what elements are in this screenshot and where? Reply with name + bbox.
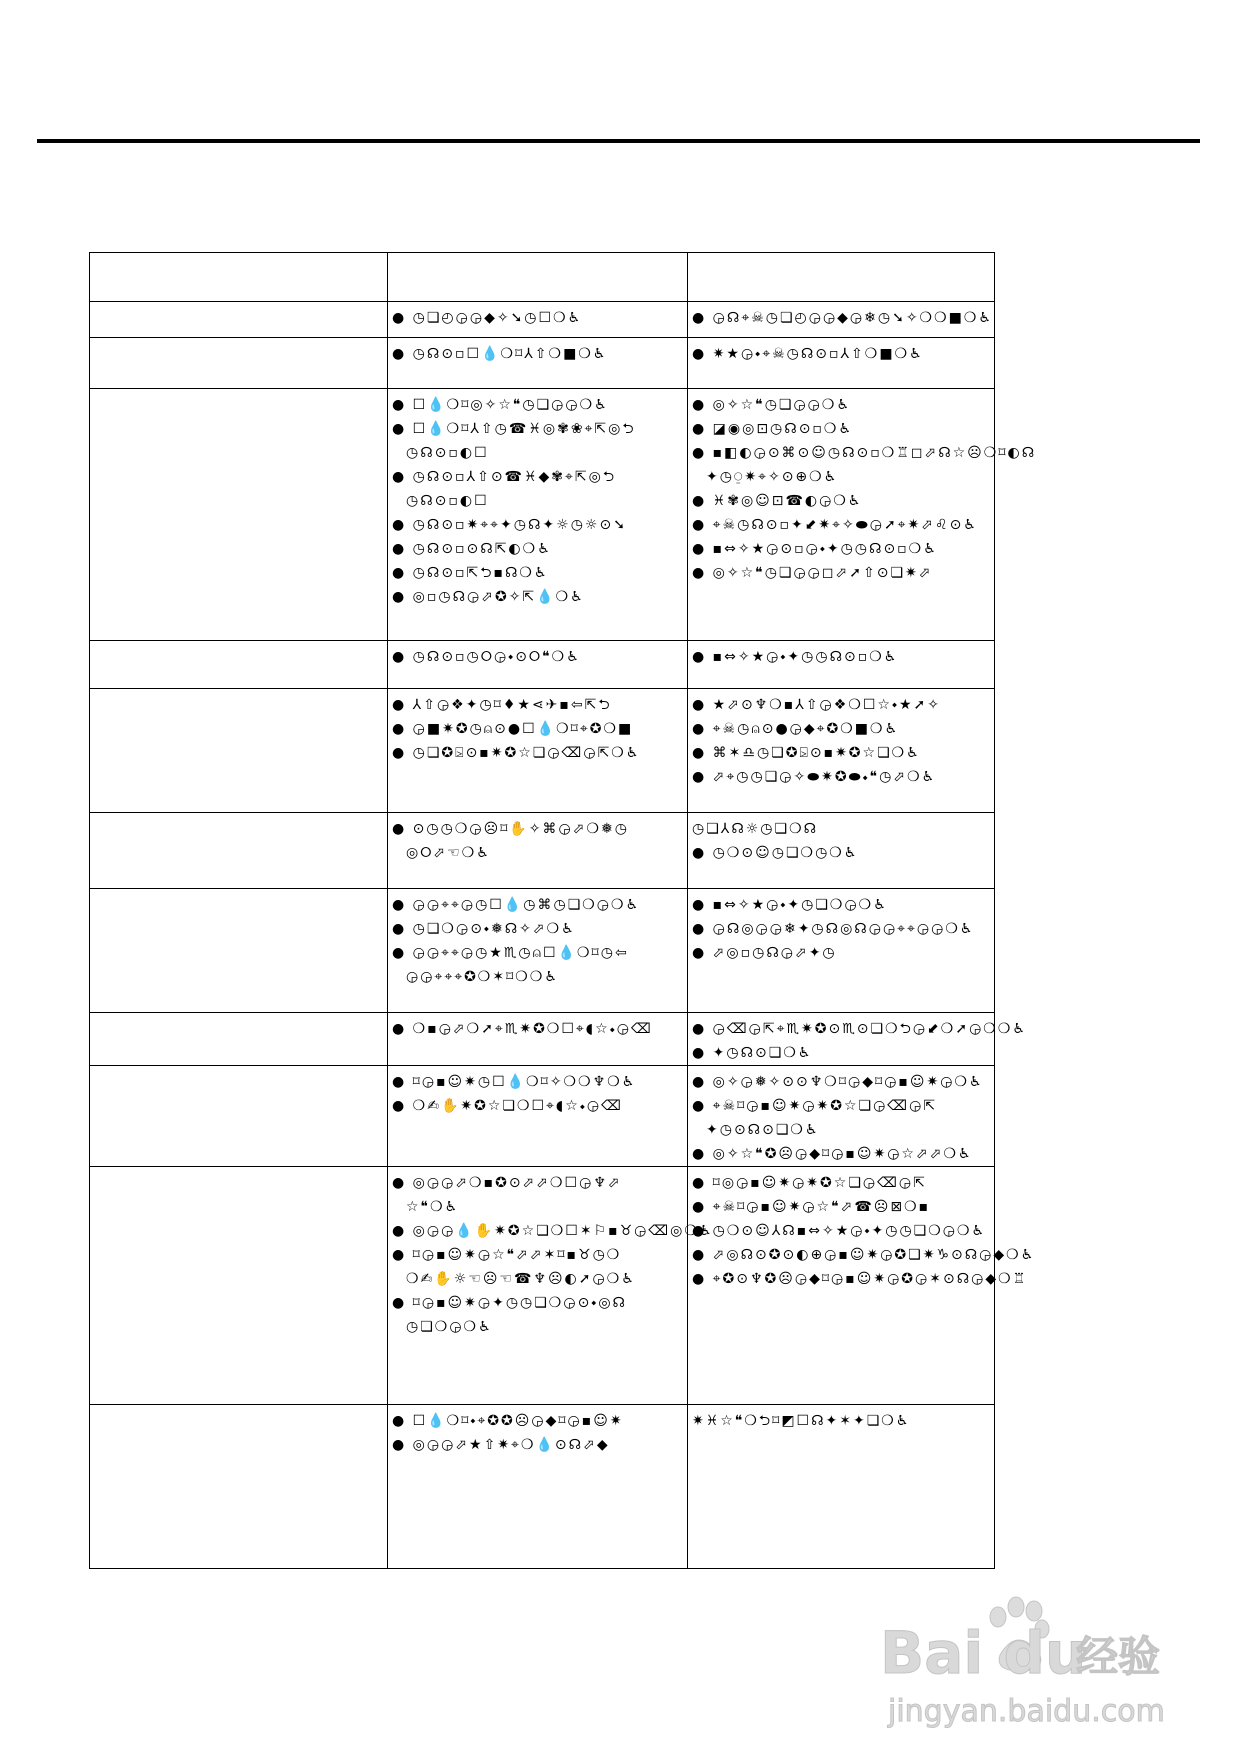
symbol-line: ● ◎✧☆❝◷❏◶◶❍♿ [692, 397, 851, 413]
table-cell [90, 389, 388, 641]
cell-content [688, 889, 994, 965]
table-row [90, 389, 995, 641]
cell-content [688, 813, 994, 865]
table-cell [688, 1066, 995, 1167]
table-row [90, 641, 995, 689]
table-row [90, 253, 995, 302]
symbol-line: ● ⌖☠⌑◶▪☺✷◶✷✪☆❏◶⌫◶⇱ [692, 1098, 938, 1114]
symbol-line: ● ◷☊⊙▫⊙☊⇱◐❍♿ [392, 541, 552, 557]
symbol-line: ● ⅄⇧◶❖✦◷⌑♦★⋖✈▪⇦⇱⮌ [392, 697, 612, 713]
table-row [90, 1013, 995, 1066]
symbol-line: ❍✍✋☼☜☹☜☎♆☹◐➚◶❍♿ [406, 1271, 636, 1287]
table-cell [388, 889, 688, 1013]
table-row [90, 1167, 995, 1405]
table-row [90, 689, 995, 813]
symbol-line: ● ⬀◎☊⊙✪⊙◐⊕◶▪☺✷◶✪❏✷♑⊙☊◶◆❍♿ [692, 1247, 1036, 1263]
symbol-line: ● ▪⇔✧★◶⊙▫◶⬩✦◷◷☊⊙▫❍♿ [692, 541, 938, 557]
symbol-line: ● ◷☊⊙▫◷⭘◶⬩⊙⭘❝❍♿ [392, 649, 581, 665]
table-cell [388, 302, 688, 338]
cell-content [388, 253, 687, 257]
table-row [90, 338, 995, 389]
table-cell [688, 813, 995, 889]
symbol-line: ● ✦◷☊⊙❏❍♿ [692, 1045, 813, 1061]
symbol-line: ● ◎◶◶⬀★⇧✷⌖❍💧⊙☊⬀◆ [392, 1437, 610, 1453]
symbol-line: ☆❝❍♿ [406, 1199, 460, 1215]
symbol-line: ● ◷☊⊙▫☐💧❍⌑⅄⇧❍■❍♿ [392, 346, 608, 362]
cell-content [388, 689, 687, 765]
table-cell [688, 302, 995, 338]
table-cell [90, 1013, 388, 1066]
symbol-line: ● ◷☊⊙▫⅄⇧⊙☎♓◆✾⌖⇱◎⮌ [392, 469, 617, 485]
table-cell [688, 641, 995, 689]
cell-content [90, 689, 387, 693]
table-cell [388, 641, 688, 689]
cell-content [388, 1013, 687, 1041]
cell-content [90, 813, 387, 817]
cell-content [90, 389, 387, 393]
watermark-cn: 经验 [1076, 1632, 1161, 1681]
symbol-line: ● ◪◉◎⊡◷☊⊙▫❍♿ [692, 421, 854, 437]
symbol-line: ● ◶☊⌖☠◷❏◴◶◶◆◶❄◷➘✧❍❍■❍♿ [692, 310, 993, 326]
symbol-line: ● ▪◧◐◶⊙⌘⊙☺◷☊⊙▫❍♖◻⬀☊☆☹❍⌑◐☊ [692, 445, 1037, 461]
table-row [90, 889, 995, 1013]
table-cell [90, 813, 388, 889]
table-cell [90, 1167, 388, 1405]
symbol-line: ✦◷⍜✷⌖✧⊙⊕❍♿ [706, 469, 839, 485]
symbol-line: ● ⌑◶▪☺✷◶☆❝⬀⬀✶⌑▪♉◷❍ [392, 1247, 622, 1263]
table-cell [388, 813, 688, 889]
cell-content [90, 889, 387, 893]
cell-content [90, 253, 387, 257]
table-cell [688, 1013, 1027, 1066]
symbol-line: ● ⌑◶▪☺✷◷☐💧❍⌑✧❍❍♆❍♿ [392, 1074, 637, 1090]
table-cell [688, 253, 995, 302]
table-cell [90, 253, 388, 302]
table-cell [90, 689, 388, 813]
symbol-line: ● ⌖☠◷⍝⊙●◶◆⌖✪❍■❍♿ [692, 721, 900, 737]
symbol-line: ● ◷❏◴◶◶◆✧➘◷☐❍♿ [392, 310, 583, 326]
symbol-line: ● ⌖☠⌑◶▪☺✷◶☆❝⬀☎☹⊠❍▪ [692, 1199, 931, 1215]
symbol-line: ● ⌘✶♎◷❏✪⍄⊙▪✷✪☆❏❍♿ [692, 745, 921, 761]
cell-content [90, 338, 387, 342]
symbol-line: ◎⭘⬀☜❍♿ [406, 845, 491, 861]
table-cell [388, 253, 688, 302]
table-cell [688, 338, 995, 389]
watermark-url: jingyan.baidu.com [888, 1694, 1165, 1729]
table-cell [688, 1405, 995, 1569]
cell-content [688, 302, 994, 330]
cell-content [388, 889, 687, 989]
table-cell [388, 1405, 688, 1569]
cell-content [688, 1167, 1036, 1291]
table-row [90, 1405, 995, 1569]
symbol-line: ● ◷❍⊙☺◷❏❍◷❍♿ [692, 845, 859, 861]
table-cell [688, 689, 995, 813]
symbol-line: ● ◶☊◎◶◶❄✦◷☊◎☊◶◶⌖⌖◶◶❍♿ [692, 921, 975, 937]
table-cell [90, 338, 388, 389]
symbol-line: ● ◷❍⊙☺⅄☊▪⇔✧★◶⬩✦◷◷❏❍◶❍♿ [692, 1223, 987, 1239]
symbol-line: ● ▪⇔✧★◶⬩✦◷◷☊⊙▫❍♿ [692, 649, 899, 665]
symbol-line: ● ◎▫◷☊◶⬀✪✧⇱💧❍♿ [392, 589, 585, 605]
symbol-line: ● ❍✍✋✷✪☆❏❍☐⌖◖☆⬩◶⌫ [392, 1098, 623, 1114]
table-cell [388, 338, 688, 389]
document-table [89, 252, 1037, 1569]
table-row [90, 1066, 995, 1167]
table-cell [90, 302, 388, 338]
table-cell [688, 389, 1037, 641]
cell-content [388, 302, 687, 330]
table-cell [90, 1066, 388, 1167]
table-row [90, 813, 995, 889]
table-cell [388, 1066, 688, 1167]
table-cell [388, 689, 688, 813]
cell-content [388, 1405, 687, 1457]
symbol-line: ● ◶■✷✪◷⍝⊙●☐💧❍⌑⌖✪❍■ [392, 721, 634, 737]
cell-content [388, 641, 687, 669]
cell-content [688, 1013, 1027, 1065]
baidu-jingyan-watermark [880, 1585, 1180, 1735]
cell-content [388, 1066, 687, 1118]
symbol-line: ◷❏⅄☊☼◷❏❍☊ [692, 821, 819, 837]
symbol-line: ● ◶◶⌖⌖◶◷★♏◷⍝☐💧❍⌑◷⇦ [392, 945, 629, 961]
symbol-line: ● ▪⇔✧★◶⬩✦◷❏❍◶❍♿ [692, 897, 888, 913]
table-row [90, 302, 995, 338]
cell-content [90, 302, 387, 306]
symbol-line: ◷☊⊙▫◐☐ [406, 493, 489, 509]
top-horizontal-rule [37, 139, 1200, 143]
table-cell [388, 389, 688, 641]
symbol-line: ◷❏❍◶❍♿ [406, 1319, 493, 1335]
symbol-line: ● ◶◶⌖⌖◶◷☐💧◷⌘◷❏❍◶❍♿ [392, 897, 641, 913]
symbol-line: ◷☊⊙▫◐☐ [406, 445, 489, 461]
symbol-line: ● ❍▪◶⬀❍➚⌖♏✷✪❍☐⌖◖☆⬩◶⌫ [392, 1021, 653, 1037]
cell-content [388, 813, 687, 865]
cell-content [688, 338, 994, 366]
table-cell [90, 889, 388, 1013]
table-cell [688, 1167, 1036, 1405]
symbol-line: ● ☐💧❍⌑◎✧☆❝◷❏◶◶❍♿ [392, 397, 609, 413]
symbol-line: ● ★⬀⊙♆❍▪⅄⇧◶❖❍☐☆⬩★➚✧ [692, 697, 942, 713]
cell-content [688, 641, 994, 669]
symbol-line: ● ⬀⌖◷◷❏◶✧⬬✷✪⬬⬩❝◷⬀❍♿ [692, 769, 937, 785]
cell-content [688, 689, 994, 789]
cell-content [90, 641, 387, 645]
cell-content [90, 1013, 387, 1017]
symbol-line: ● ⌑◎◶▪☺✷◶✷✪☆❏◶⌫◶⇱ [692, 1175, 927, 1191]
symbol-line: ● ◎✧☆❝◷❏◶◶◻⬀➚⇧⊙❏✷⬀ [692, 565, 933, 581]
symbol-line: ◶◶⌖⌖⌖✪❍✶⌑❍❍♿ [406, 969, 559, 985]
symbol-line: ● ⌑◶▪☺✷◶✦◷◷❏❍◶⊙⬩◎☊ [392, 1295, 627, 1311]
symbol-line: ● ◷☊⊙▫✷⌖⌖✦◷☊✦☼◷☼⊙➘ [392, 517, 627, 533]
cell-content [388, 389, 687, 609]
symbol-line: ✦◷⊙☊⊙❏❍♿ [706, 1122, 820, 1138]
symbol-line: ● ⌖✪⊙♆✪☹◶◆⌑◶▪☺✷◶✪◶✶⊙☊◶◆❍♖ [692, 1271, 1028, 1287]
symbol-line: ● ⌖☠◷☊⊙▫✦⬋✷⌖✧⬬◶➚⌖✷⬀♌⊙♿ [692, 517, 978, 533]
watermark-brand: Bai du [880, 1619, 1087, 1687]
cell-content [90, 1405, 387, 1409]
cell-content [688, 1405, 994, 1433]
table-cell [388, 1167, 714, 1405]
symbol-line: ● ◷☊⊙▫⇱⮌▪☊❍♿ [392, 565, 549, 581]
cell-content [388, 338, 687, 366]
symbol-line: ● ◷❏✪⍄⊙▪✷✪☆❏◶⌫◶⇱❍♿ [392, 745, 641, 761]
table-cell [90, 1405, 388, 1569]
symbol-line: ● ♓✾◎☺⊡☎◐◶❍♿ [692, 493, 863, 509]
table-cell [688, 889, 995, 1013]
symbol-line: ● ◎✧☆❝✪☹◶◆⌑◶▪☺✷◶☆⬀⬀❍♿ [692, 1146, 973, 1162]
symbol-line: ✷♓☆❝❍⮌⌑◩☐☊✦✶✦❏❍♿ [692, 1413, 911, 1429]
symbol-line: ● ✷★◶⬩⌖☠◷☊⊙▫⅄⇧❍■❍♿ [692, 346, 924, 362]
cell-content [688, 389, 1037, 585]
cell-content [688, 1066, 994, 1166]
cell-content [90, 1066, 387, 1070]
cell-content [688, 253, 994, 257]
cell-content [388, 1167, 714, 1339]
table-cell [388, 1013, 688, 1066]
symbol-line: ● ◎◶◶💧✋✷✪☆❏❍☐✶⚐▪♉◶⌫◎❍♿ [392, 1223, 714, 1239]
symbol-line: ● ⬀◎▫◷☊◶⬀✦◷ [692, 945, 837, 961]
symbol-line: ● ⊙◷◷❍◶☹⌑✋✧⌘◶⬀❍❅◷ [392, 821, 629, 837]
symbol-line: ● ◎✧◶❅✧⊙⊙♆❍⌑◶◆⌑◶▪☺✷◶❍♿ [692, 1074, 984, 1090]
cell-content [90, 1167, 387, 1171]
table-cell [90, 641, 388, 689]
symbol-line: ● ☐💧❍⌑⬩⌖✪✪☹◶◆⌑◶▪☺✷ [392, 1413, 624, 1429]
symbol-line: ● ◶⌫◶⇱⌖♏✷✪⊙♏⊙❏❍⮌◶⬋❍➚◶❍❍♿ [692, 1021, 1027, 1037]
symbol-line: ● ◎◶◶⬀❍▪✪⊙⬀⬀❍☐◶♆⬀ [392, 1175, 622, 1191]
symbol-line: ● ☐💧❍⌑⅄⇧◷☎♓◎✾❀⌖⇱◎⮌ [392, 421, 636, 437]
symbol-line: ● ◷❏❍◶⊙⬩❅☊✧⬀❍♿ [392, 921, 576, 937]
